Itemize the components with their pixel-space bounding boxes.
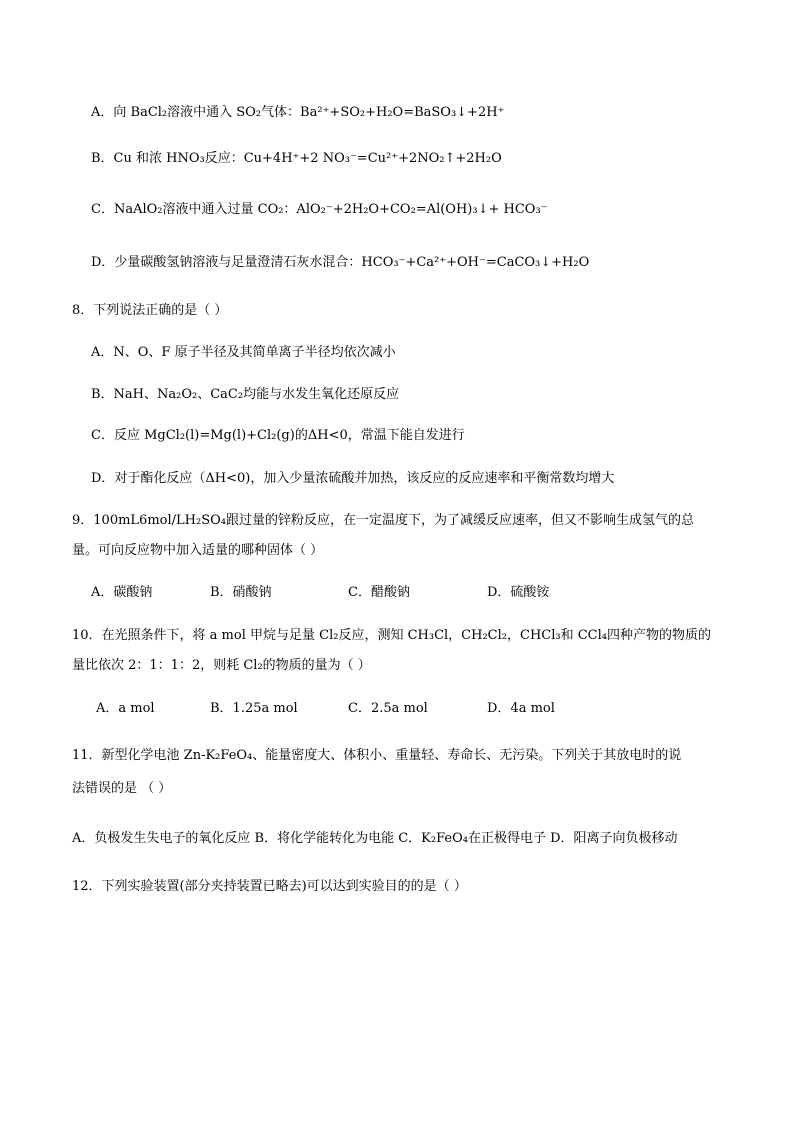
q7-option-c: C．NaAlO₂溶液中通入过量 CO₂：AlO₂⁻+2H₂O+CO₂=Al(OH)₃↓+ HCO₃⁻	[91, 202, 548, 217]
q10-stem-line1: 10．在光照条件下，将 a mol 甲烷与足量 Cl₂反应，测知 CH₃Cl，CH₂Cl₂，CHCl₃和 CCl₄四种产物的物质的	[72, 628, 711, 643]
q10-option-a: A．a mol	[96, 701, 155, 716]
q8-option-c: C．反应 MgCl₂(l)=Mg(l)+Cl₂(g)的ΔH<0，常温下能自发进行	[91, 428, 465, 443]
q9-stem-line1: 9．100mL6mol/LH₂SO₄跟过量的锌粉反应，在一定温度下，为了减缓反应速率，但又不影响生成氢气的总	[72, 513, 694, 528]
q7-option-a: A．向 BaCl₂溶液中通入 SO₂气体：Ba²⁺+SO₂+H₂O=BaSO₃↓+2H⁺	[91, 105, 505, 120]
q9-stem-line2: 量。可向反应物中加入适量的哪种固体（ ）	[72, 543, 324, 558]
q10-stem-line2: 量比依次 2：1：1：2，则耗 Cl₂的物质的量为（ ）	[72, 658, 371, 673]
q8-stem: 8．下列说法正确的是（ ）	[72, 303, 228, 318]
q8-option-d: D．对于酯化反应（ΔH<0)，加入少量浓硫酸并加热，该反应的反应速率和平衡常数均增大	[91, 471, 615, 486]
q8-option-a: A．N、O、F 原子半径及其简单离子半径均依次减小	[91, 345, 396, 360]
q8-option-b: B．NaH、Na₂O₂、CaC₂均能与水发生氧化还原反应	[91, 387, 400, 402]
q9-option-b: B．硝酸钠	[210, 585, 272, 600]
q10-option-c: C．2.5a mol	[348, 701, 428, 716]
q7-option-d: D．少量碳酸氢钠溶液与足量澄清石灰水混合：HCO₃⁻+Ca²⁺+OH⁻=CaCO₃↓+H₂O	[91, 255, 590, 270]
q9-option-a: A．碳酸钠	[91, 585, 153, 600]
q9-option-d: D．硫酸铵	[487, 585, 550, 600]
q9-option-c: C．醋酸钠	[348, 585, 410, 600]
q12-stem: 12．下列实验装置(部分夹持装置已略去)可以达到实验目的的是（ ）	[72, 879, 467, 894]
q11-stem-line1: 11．新型化学电池 Zn-K₂FeO₄、能量密度大、体积小、重量轻、寿命长、无污染。下列关于其放电时的说	[72, 748, 682, 763]
q10-option-d: D．4a mol	[487, 701, 555, 716]
q10-option-b: B．1.25a mol	[210, 701, 298, 716]
q11-stem-line2: 法错误的是 （ ）	[72, 781, 172, 796]
q11-options: A．负极发生失电子的氧化反应 B．将化学能转化为电能 C．K₂FeO₄在正极得电子 D．阳离子向负极移动	[72, 831, 678, 846]
q7-option-b: B．Cu 和浓 HNO₃反应：Cu+4H⁺+2 NO₃⁻=Cu²⁺+2NO₂↑+2H₂O	[91, 151, 502, 166]
